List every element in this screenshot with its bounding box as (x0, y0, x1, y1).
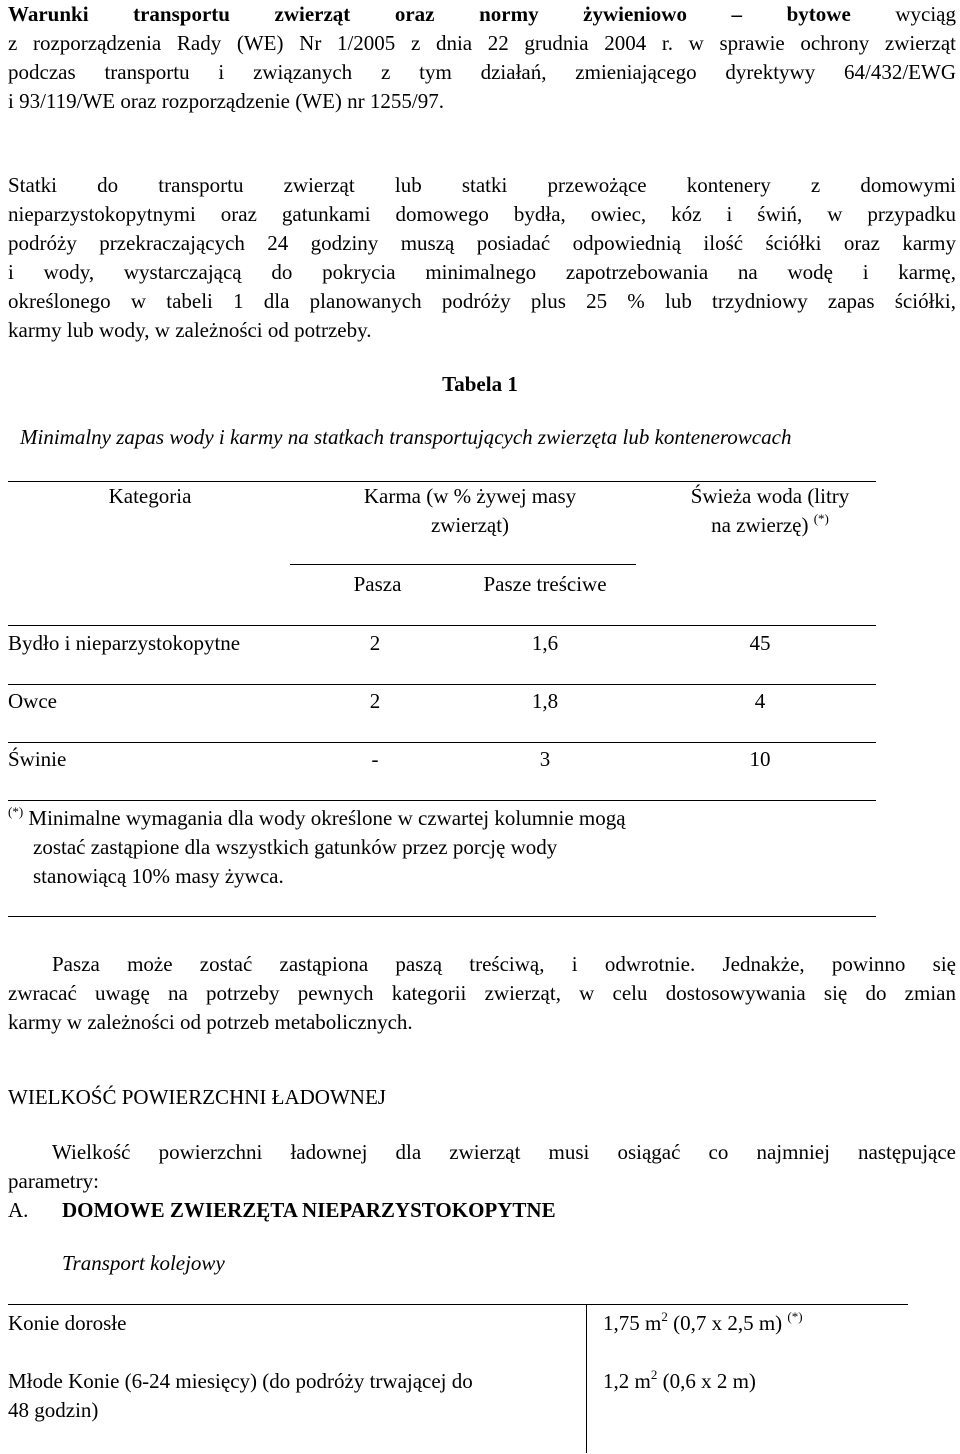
table2-top-rule (8, 1304, 908, 1305)
table1-row-1-tresciwe: 1,6 (531, 631, 559, 655)
section-heading: WIELKOŚĆ POWIERZCHNI ŁADOWNEJ (8, 1085, 386, 1109)
table1-label: Tabela 1 (442, 372, 518, 396)
table1-footnote-line-1-wrap (8, 804, 868, 835)
table2-row-1-area: 1,75 m (603, 1311, 662, 1335)
table1-row-rule-1 (8, 625, 876, 626)
intro-title-line (8, 0, 956, 29)
table1-row-2-pasza: 2 (369, 689, 381, 713)
table1-header-rule (290, 564, 636, 565)
table2-row-1-left: Konie dorosłe (8, 1311, 127, 1335)
table1-row-3-category: Świnie (8, 747, 67, 771)
table1-row-1-pasza: 2 (369, 631, 381, 655)
table2-row-2-right (603, 1367, 943, 1398)
table2-row-1-right (603, 1309, 943, 1340)
table1-footnote-line-2: zostać zastąpione dla wszystkich gatunków przez porcję wody (33, 835, 558, 859)
para2-line-1: Pasza może zostać zastąpiona paszą treściwą, i odwrotnie. Jednakże, powinno się (52, 952, 956, 976)
subsection-title: DOMOWE ZWIERZĘTA NIEPARZYSTOKOPYTNE (62, 1198, 556, 1222)
table1-sub-pasza: Pasza (353, 572, 402, 596)
table1-row-rule-4 (8, 800, 876, 801)
table1-row-1-category: Bydło i nieparzystokopytne (8, 631, 241, 655)
table1-row-3-pasza: - (371, 747, 379, 771)
table1-header-water-2-wrap (645, 511, 895, 542)
table2-row-1-dims: (0,7 x 2,5 m) (667, 1311, 788, 1335)
table1-footnote-rule (8, 916, 876, 917)
table1-row-2-woda: 4 (754, 689, 766, 713)
intro-title-bold: Warunki transportu zwierząt oraz normy żywieniowo – bytowe (8, 2, 851, 26)
para1-line-2: nieparzystokopytnymi oraz gatunkami domowego bydła, owiec, kóz i świń, w przypadku (8, 202, 956, 226)
table2-row-1-mark: (*) (787, 1309, 803, 1324)
table2-row-1-area-sup: 2 (661, 1309, 668, 1324)
intro-line-3: podczas transportu i związanych z tym działań, zmieniającego dyrektywy 64/432/EWG (8, 60, 956, 84)
table1-header-feed-1: Karma (w % żywej masy (363, 484, 577, 508)
para1-line-1: Statki do transportu zwierząt lub statki przewożące kontenery z domowymi (8, 173, 956, 197)
table2-divider (586, 1305, 587, 1453)
table1-sub-tresciwe: Pasze treściwe (483, 572, 607, 596)
table1-caption: Minimalny zapas wody i karmy na statkach transportujących zwierzęta lub kontenerowcach (20, 425, 792, 449)
table1-footnote-line-1: Minimalne wymagania dla wody określone w czwartej kolumnie mogą (28, 806, 626, 830)
intro-line-4: i 93/119/WE oraz rozporządzenie (WE) nr 1255/97. (8, 89, 444, 113)
para1-line-3: podróży przekraczających 24 godziny muszą posiadać odpowiednią ilość ściółki oraz karmy (8, 231, 956, 255)
table1-row-rule-2 (8, 684, 876, 685)
para2-line-3: karmy w zależności od potrzeb metabolicznych. (8, 1010, 413, 1034)
table1-row-1-woda: 45 (749, 631, 771, 655)
transport-label: Transport kolejowy (62, 1251, 225, 1275)
para1-line-4: i wody, wystarczającą do pokrycia minimalnego zapotrzebowania na wodę i karmę, (8, 260, 956, 284)
table1-header-water-2: na zwierzę) (711, 513, 809, 537)
table1-footnote-mark: (*) (8, 804, 24, 819)
para3-line-1: Wielkość powierzchni ładownej dla zwierząt musi osiągać co najmniej następujące (52, 1140, 956, 1164)
para1-line-5: określonego w tabeli 1 dla planowanych podróży plus 25 % lub trzydniowy zapas ściółki, (8, 289, 956, 313)
para3-line-2: parametry: (8, 1169, 99, 1193)
table2-row-2-area: 1,2 m (603, 1369, 651, 1393)
table1-header-water-1: Świeża woda (litry (690, 484, 850, 508)
intro-line-2: z rozporządzenia Rady (WE) Nr 1/2005 z dnia 22 grudnia 2004 r. w sprawie ochrony zwierząt (8, 31, 956, 55)
table2-row-2-left-1: Młode Konie (6-24 miesięcy) (do podróży trwającej do (8, 1369, 473, 1393)
intro-title-rest: wyciąg (895, 2, 957, 26)
table1-row-2-category: Owce (8, 689, 57, 713)
table1-row-2-tresciwe: 1,8 (531, 689, 559, 713)
table1-header-feed-2: zwierząt) (430, 513, 510, 537)
subsection-letter: A. (8, 1198, 29, 1222)
table1-footnote-line-3: stanowiącą 10% masy żywca. (33, 864, 284, 888)
table1-row-3-woda: 10 (749, 747, 771, 771)
table2-row-2-area-sup: 2 (650, 1367, 658, 1382)
para1-line-6: karmy lub wody, w zależności od potrzeby. (8, 318, 372, 342)
table1-header-water-sup: (*) (813, 511, 829, 526)
table1-row-rule-3 (8, 742, 876, 743)
table1-header-category: Kategoria (108, 484, 192, 508)
table2-row-2-dims: (0,6 x 2 m) (657, 1369, 756, 1393)
table2-row-2-left-2: 48 godzin) (8, 1398, 99, 1422)
table1-row-3-tresciwe: 3 (539, 747, 551, 771)
para2-line-2: zwracać uwagę na potrzeby pewnych kategorii zwierząt, w celu dostosowywania się do zmian (8, 981, 956, 1005)
